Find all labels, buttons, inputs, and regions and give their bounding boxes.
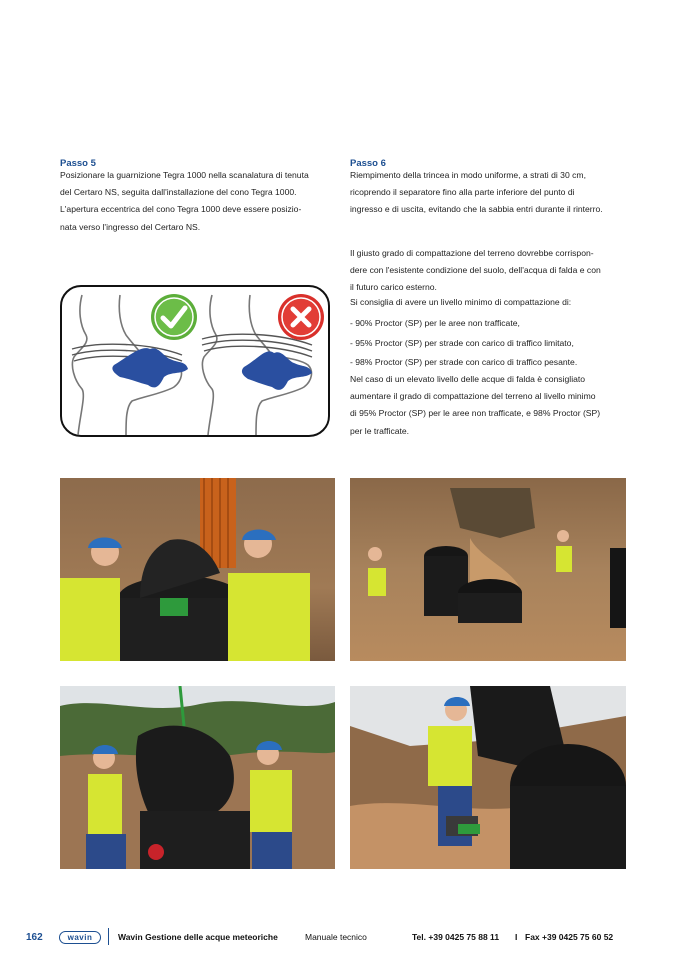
step5-line: del Certaro NS, seguita dall'installazione del cono Tegra 1000. [60, 187, 297, 198]
compaction-note-line: di 95% Proctor (SP) per le aree non trafficate, e 98% Proctor (SP) [350, 408, 601, 419]
step6-line: Riempimento della trincea in modo uniforme, a strati di 30 cm, [350, 170, 586, 180]
footer-separator [108, 928, 109, 945]
gasket-diagram [60, 285, 330, 437]
footer-subtitle: Manuale tecnico [305, 932, 367, 942]
step6-line: ricoprendo il separatore fino alla parte inferiore del punto di [350, 187, 575, 198]
footer-divider: I [515, 932, 518, 942]
photo-icon [60, 478, 335, 661]
footer-tel: Tel. +39 0425 75 88 11 [412, 932, 500, 942]
compaction-note-line: Nel caso di un elevato livello delle acque di falda è consigliato [350, 374, 586, 384]
compaction-intro-line: Il giusto grado di compattazione del terreno dovrebbe corrispon- [350, 248, 594, 258]
step5-heading: Passo 5 [60, 158, 96, 169]
compaction-advice: Si consiglia di avere un livello minimo di compattazione di: [350, 297, 572, 307]
compaction-item: - 95% Proctor (SP) per strade con carico di traffico limitato, [350, 338, 574, 348]
compaction-item: - 90% Proctor (SP) per le aree non trafficate, [350, 318, 520, 328]
photo-workers-placing-cone [60, 478, 335, 661]
compaction-note [350, 371, 626, 440]
step6-heading: Passo 6 [350, 158, 386, 169]
photo-icon [350, 686, 626, 869]
step5-line: Posizionare la guarnizione Tegra 1000 nella scanalatura di tenuta [60, 170, 309, 180]
compaction-intro-line: il futuro carico esterno. [350, 282, 437, 293]
photo-icon [350, 478, 626, 661]
page-number: 162 [26, 932, 43, 943]
step6-line: ingresso e di uscita, evitando che la sabbia entri durante il rinterro. [350, 204, 603, 215]
footer-title: Wavin Gestione delle acque meteoriche [118, 932, 278, 942]
photo-compacting-soil [350, 686, 626, 869]
footer-fax: Fax +39 0425 75 60 52 [525, 932, 614, 942]
page-footer [0, 930, 677, 946]
compaction-intro [350, 245, 626, 297]
compaction-intro-line: dere con l'esistente condizione del suolo, dell'acqua di falda e con [350, 265, 601, 276]
compaction-note-line: per le trafficate. [350, 425, 410, 436]
step5-line: nata verso l'ingresso del Certaro NS. [60, 221, 201, 232]
step5-text [60, 167, 335, 236]
compaction-item: - 98% Proctor (SP) per strade con carico di traffico pesante. [350, 357, 578, 367]
wavin-logo: wavin [59, 931, 101, 944]
photo-lifting-cone [60, 686, 335, 869]
compaction-note-line: aumentare il grado di compattazione del terreno al livello minimo [350, 391, 596, 402]
step5-line: L'apertura eccentrica del cono Tegra 1000 deve essere posizio- [60, 204, 302, 215]
photo-excavator-backfilling [350, 478, 626, 661]
step6-text [350, 167, 626, 219]
photo-icon [60, 686, 335, 869]
